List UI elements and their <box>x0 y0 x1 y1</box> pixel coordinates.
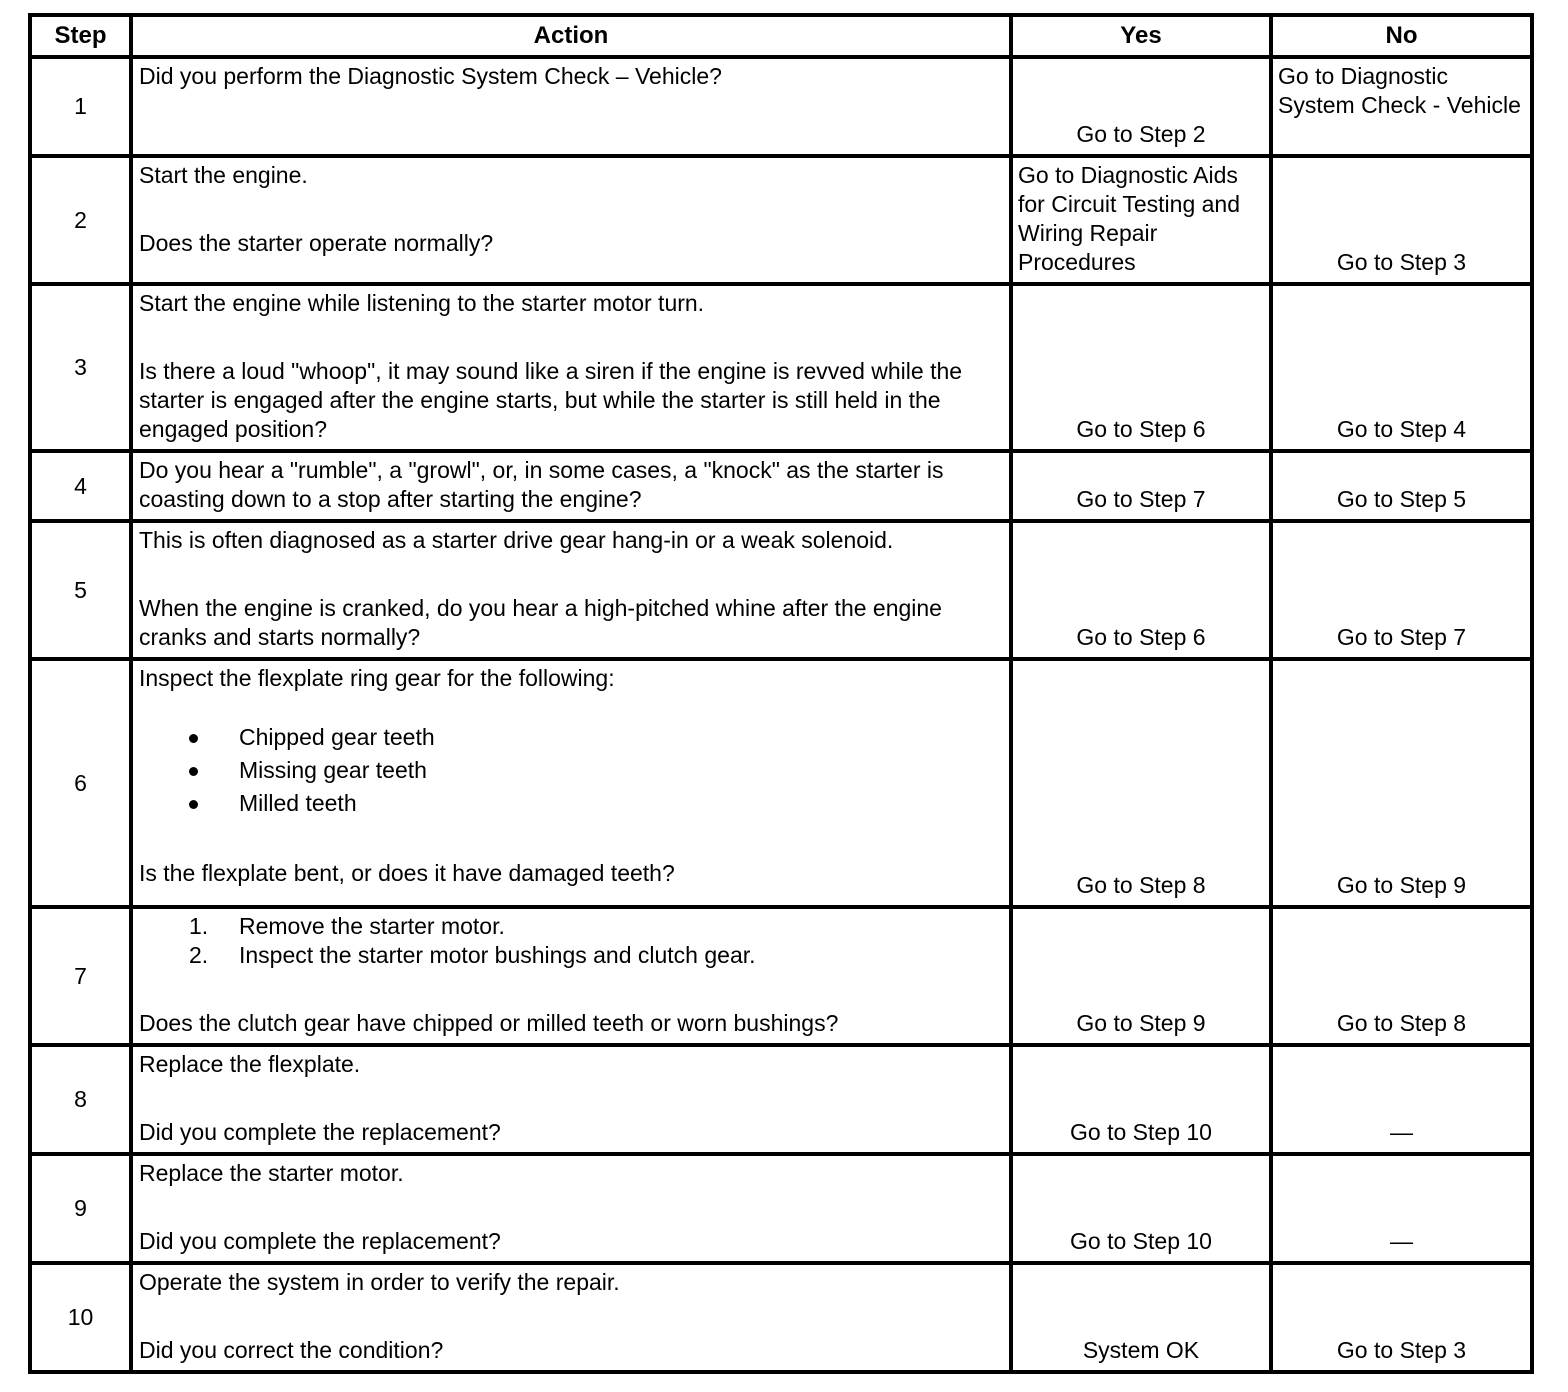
yes-result: Go to Step 10 <box>1011 1045 1271 1154</box>
table-row <box>30 57 1532 156</box>
no-result: Go to Step 8 <box>1271 907 1532 1045</box>
action-question: Does the clutch gear have chipped or milled teeth or worn bushings? <box>139 1010 839 1036</box>
no-result: — <box>1271 1154 1532 1263</box>
yes-result: Go to Step 9 <box>1011 907 1271 1045</box>
step-number: 2 <box>30 156 131 284</box>
table-row <box>30 907 1532 1045</box>
action-cell <box>131 1263 1011 1372</box>
table-row <box>30 156 1532 284</box>
step-number: 8 <box>30 1045 131 1154</box>
action-question: When the engine is cranked, do you hear a high-pitched whine after the engine cranks and starts normally? <box>139 595 942 650</box>
action-cell <box>131 156 1011 284</box>
list-text: Inspect the starter motor bushings and clutch gear. <box>239 942 756 968</box>
yes-result: Go to Step 2 <box>1011 57 1271 156</box>
no-result: Go to Step 3 <box>1271 156 1532 284</box>
yes-result: Go to Step 10 <box>1011 1154 1271 1263</box>
action-cell <box>131 451 1011 521</box>
yes-result: System OK <box>1011 1263 1271 1372</box>
header-step: Step <box>30 15 131 57</box>
list-number: 2. <box>189 942 209 968</box>
step-number: 3 <box>30 284 131 451</box>
table-row <box>30 1045 1532 1154</box>
yes-result: Go to Step 8 <box>1011 659 1271 907</box>
step-number: 9 <box>30 1154 131 1263</box>
action-cell <box>131 1045 1011 1154</box>
table-row <box>30 521 1532 659</box>
no-result: Go to Step 3 <box>1271 1263 1532 1372</box>
no-result: — <box>1271 1045 1532 1154</box>
list-item: Chipped gear teeth <box>139 721 1003 754</box>
list-item: Missing gear teeth <box>139 754 1003 787</box>
diagnostic-table <box>28 13 1534 1374</box>
action-cell <box>131 907 1011 1045</box>
action-question: Do you hear a "rumble", a "growl", or, in some cases, a "knock" as the starter is coasting down to a stop after starting the engine? <box>139 457 944 512</box>
list-item <box>139 912 1003 941</box>
action-instruction: Replace the flexplate. <box>139 1051 361 1077</box>
action-instruction: Start the engine while listening to the starter motor turn. <box>139 290 705 316</box>
action-cell <box>131 659 1011 907</box>
step-number: 7 <box>30 907 131 1045</box>
bullet-list <box>139 721 1003 820</box>
table-row <box>30 1154 1532 1263</box>
no-result: Go to Step 5 <box>1271 451 1532 521</box>
action-question: Did you correct the condition? <box>139 1337 444 1363</box>
action-instruction: Start the engine. <box>139 162 308 188</box>
yes-result: Go to Step 7 <box>1011 451 1271 521</box>
list-item: Milled teeth <box>139 787 1003 820</box>
action-cell <box>131 284 1011 451</box>
action-text: Did you perform the Diagnostic System Check – Vehicle? <box>139 63 722 89</box>
step-number: 10 <box>30 1263 131 1372</box>
action-instruction: Replace the starter motor. <box>139 1160 404 1186</box>
yes-result: Go to Diagnostic Aids for Circuit Testing and Wiring Repair Procedures <box>1011 156 1271 284</box>
header-yes: Yes <box>1011 15 1271 57</box>
action-instruction: Inspect the flexplate ring gear for the following: <box>139 665 615 691</box>
header-row <box>30 15 1532 57</box>
header-action: Action <box>131 15 1011 57</box>
table-row <box>30 284 1532 451</box>
no-result: Go to Diagnostic System Check - Vehicle <box>1271 57 1532 156</box>
action-cell <box>131 1154 1011 1263</box>
step-number: 4 <box>30 451 131 521</box>
step-number: 5 <box>30 521 131 659</box>
no-result: Go to Step 9 <box>1271 659 1532 907</box>
action-question: Does the starter operate normally? <box>139 230 494 256</box>
step-number: 6 <box>30 659 131 907</box>
header-no: No <box>1271 15 1532 57</box>
no-result: Go to Step 7 <box>1271 521 1532 659</box>
yes-result: Go to Step 6 <box>1011 521 1271 659</box>
action-instruction: Operate the system in order to verify the repair. <box>139 1269 620 1295</box>
yes-result: Go to Step 6 <box>1011 284 1271 451</box>
table-row <box>30 659 1532 907</box>
action-cell <box>131 57 1011 156</box>
table-row <box>30 1263 1532 1372</box>
table-row <box>30 451 1532 521</box>
list-number: 1. <box>189 913 209 939</box>
no-result: Go to Step 4 <box>1271 284 1532 451</box>
step-number: 1 <box>30 57 131 156</box>
action-cell <box>131 521 1011 659</box>
list-item <box>139 941 1003 970</box>
action-question: Is there a loud "whoop", it may sound like a siren if the engine is revved while the starter is engaged after the engine starts, but while the starter is still held in the engaged position? <box>139 358 963 442</box>
action-question: Did you complete the replacement? <box>139 1119 501 1145</box>
list-text: Remove the starter motor. <box>239 913 505 939</box>
action-question: Did you complete the replacement? <box>139 1228 501 1254</box>
numbered-list <box>139 912 1003 970</box>
action-instruction: This is often diagnosed as a starter drive gear hang-in or a weak solenoid. <box>139 527 894 553</box>
action-question: Is the flexplate bent, or does it have damaged teeth? <box>139 860 675 886</box>
